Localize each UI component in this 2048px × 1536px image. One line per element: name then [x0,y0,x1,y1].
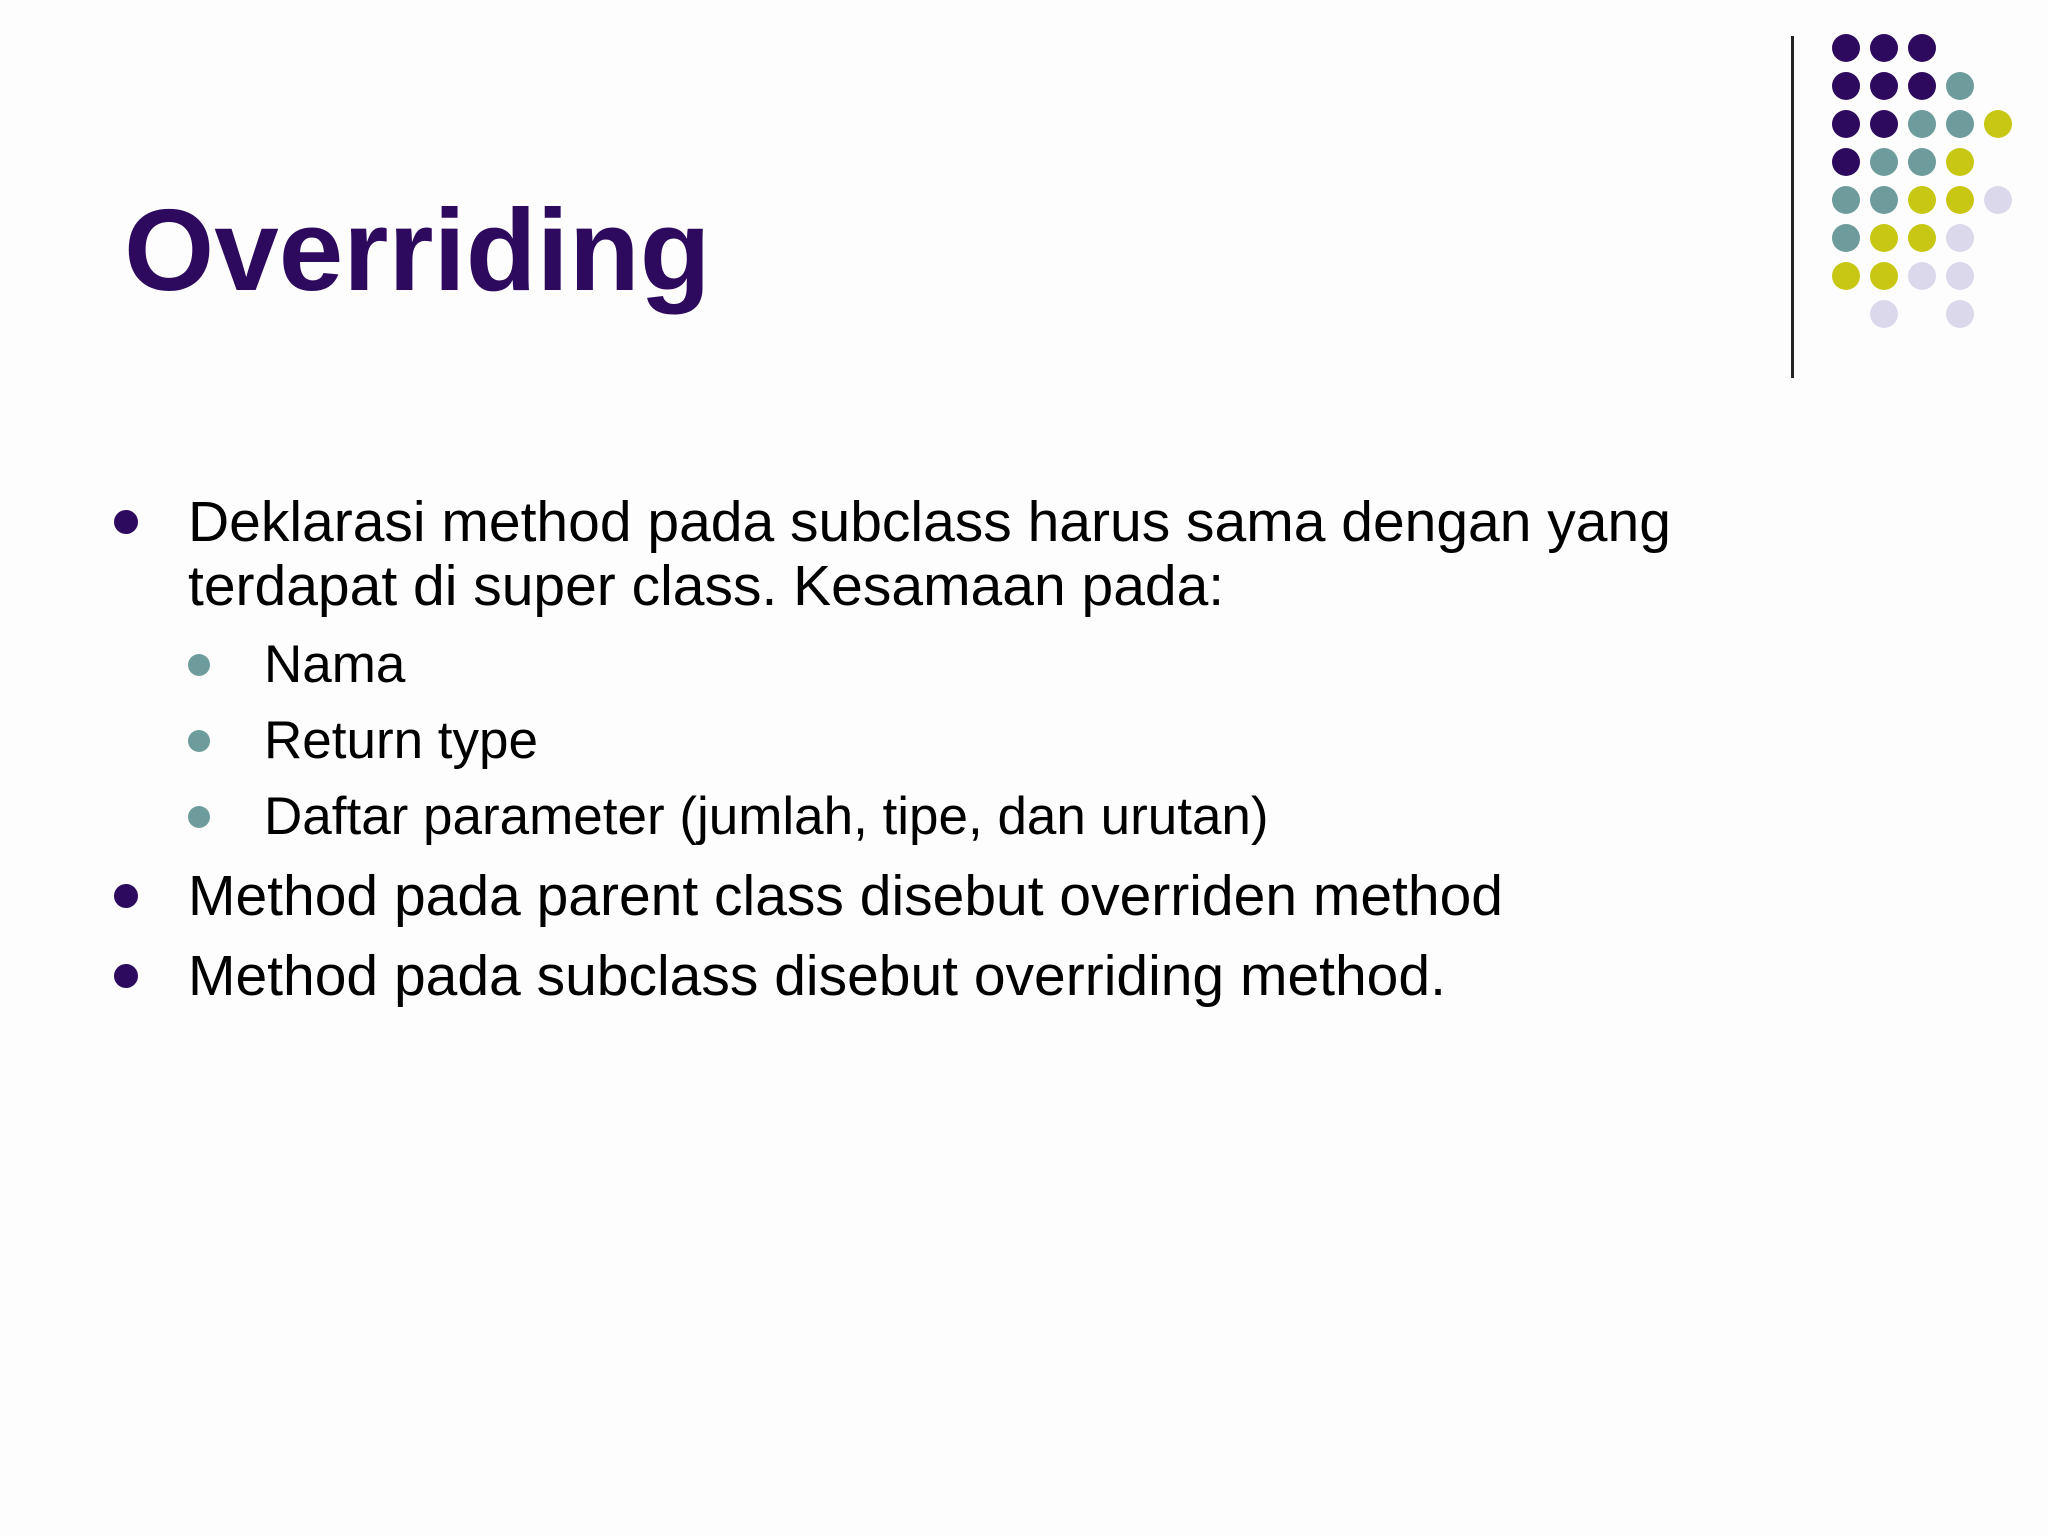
bullet-marker [114,510,138,534]
slide-title: Overriding [124,185,711,315]
dot-lime [1946,186,1974,214]
dot-teal [1946,72,1974,100]
dot-lavender [1946,262,1974,290]
dot-teal [1832,224,1860,252]
dot-purple [1870,34,1898,62]
sub-bullet-item [188,634,1792,696]
bullet-text: Method pada subclass disebut overriding method. [188,944,1446,1008]
bullet-marker [114,884,138,908]
sub-bullet-item [188,710,1792,772]
dot-teal [1870,186,1898,214]
dot-purple [1908,72,1936,100]
dot-lime [1908,186,1936,214]
sub-bullet-item [188,786,1792,848]
dot-teal [1946,110,1974,138]
dot-lime [1870,262,1898,290]
dot-lime [1908,224,1936,252]
sub-bullet-text: Return type [264,711,538,770]
sub-bullet-marker [188,654,210,676]
dot-lavender [1984,186,2012,214]
sub-bullet-text: Nama [264,635,406,694]
dot-lime [1832,262,1860,290]
dot-purple [1870,110,1898,138]
dot-teal [1832,186,1860,214]
sub-bullet-text: Daftar parameter (jumlah, tipe, dan urutan) [264,787,1269,846]
dot-lavender [1870,300,1898,328]
dot-teal [1908,110,1936,138]
bullet-item [112,944,1792,1008]
dot-purple [1832,148,1860,176]
dot-purple [1908,34,1936,62]
dot-lavender [1946,224,1974,252]
bullet-item [112,490,1792,848]
sub-bullet-marker [188,806,210,828]
dot-lime [1984,110,2012,138]
dot-lime [1870,224,1898,252]
slide-body [112,490,1792,1024]
dot-lavender [1908,262,1936,290]
sub-bullet-list [188,634,1792,848]
bullet-marker [114,964,138,988]
vertical-divider [1791,36,1794,378]
dot-purple [1832,72,1860,100]
bullet-text: Deklarasi method pada subclass harus sama dengan yang terdapat di super class. Kesamaan pada: [188,490,1671,618]
dot-teal [1908,148,1936,176]
dot-teal [1870,148,1898,176]
dot-lime [1946,148,1974,176]
dot-purple [1870,72,1898,100]
bullet-text: Method pada parent class disebut overriden method [188,864,1503,928]
sub-bullet-marker [188,730,210,752]
dot-purple [1832,34,1860,62]
dot-lavender [1946,300,1974,328]
dot-purple [1832,110,1860,138]
bullet-item [112,864,1792,928]
